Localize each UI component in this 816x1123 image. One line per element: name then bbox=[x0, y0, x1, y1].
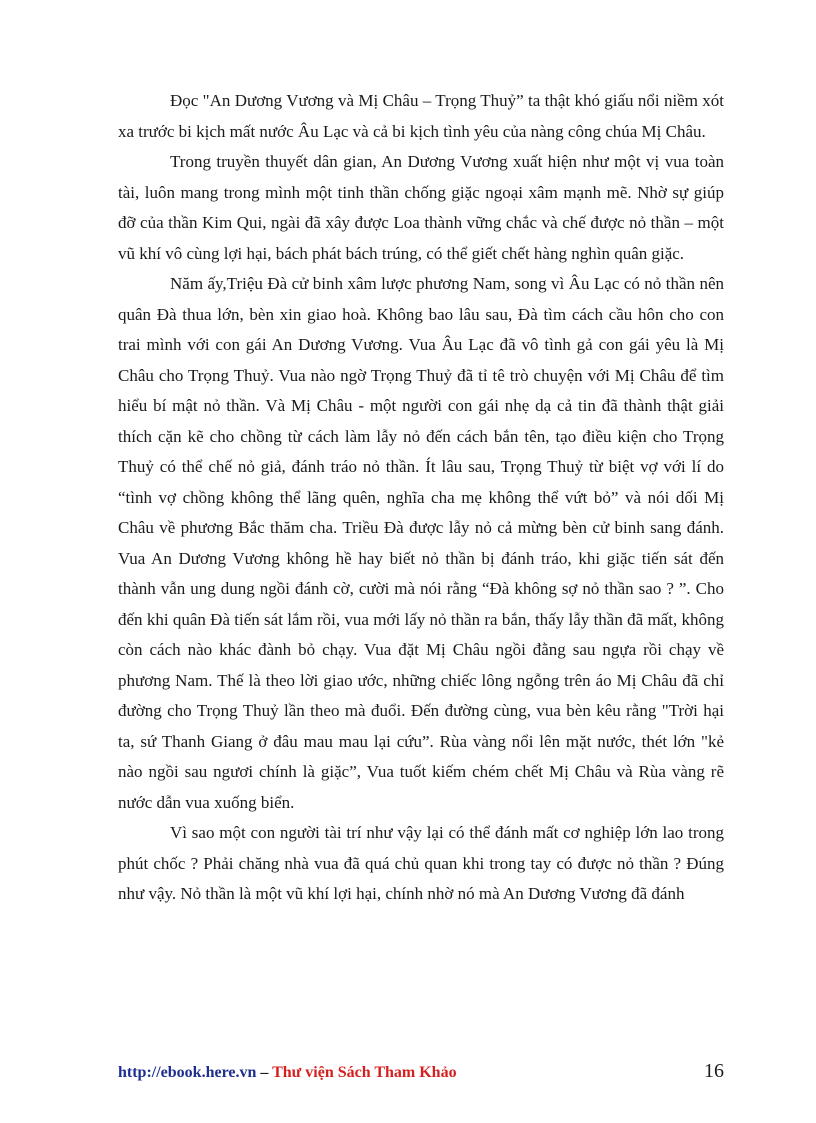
paragraph-1: Đọc "An Dương Vương và Mị Châu – Trọng Thuỷ” ta thật khó giấu nổi niềm xót xa trước bi kịch mất nước Âu Lạc và cả bi kịch tình yêu của nàng công chúa Mị Châu. bbox=[118, 91, 724, 141]
footer-source bbox=[118, 1064, 457, 1082]
footer-url-link[interactable]: http://ebook.here.vn bbox=[118, 1064, 257, 1081]
paragraph-4: Vì sao một con người tài trí như vậy lại có thể đánh mất cơ nghiệp lớn lao trong phút chốc ? Phải chăng nhà vua đã quá chủ quan khi trong tay có được nỏ thần ? Đúng như vậy. Nỏ thần là một vũ khí lợi hại, chính nhờ nó mà An Dương Vương đã đánh bbox=[118, 823, 724, 903]
paragraph-3: Năm ấy,Triệu Đà cử binh xâm lược phương Nam, song vì Âu Lạc có nỏ thần nên quân Đà thua lớn, bèn xin giao hoà. Không bao lâu sau, Đà tìm cách cầu hôn cho con trai mình với con gái An Dương Vương. Vua Âu Lạc đã vô tình gả con gái yêu là Mị Châu cho Trọng Thuỷ. Vua nào ngờ Trọng Thuỷ đã tỉ tê trò chuyện với Mị Châu để tìm hiểu bí mật nỏ thần. Và Mị Châu - một người con gái nhẹ dạ cả tin đã thành thật giải thích cặn kẽ cho chồng từ cách làm lẫy nỏ đến cách bắn tên, tạo điều kiện cho Trọng Thuỷ có thể chế nỏ giả, đánh tráo nỏ thần. Ít lâu sau, Trọng Thuỷ từ biệt vợ với lí do “tình vợ chồng không thể lãng quên, nghĩa cha mẹ không thể vứt bỏ” và nói dối Mị Châu về phương Bắc thăm cha. Triều Đà được lẫy nỏ cả mừng bèn cử binh sang đánh. Vua An Dương Vương không hề hay biết nỏ thần bị đánh tráo, khi giặc tiến sát đến thành vẫn ung dung ngồi đánh cờ, cười mà nói rằng “Đà không sợ nỏ thần sao ? ”. Cho đến khi quân Đà tiến sát lắm rồi, vua mới lấy nỏ thần ra bắn, thấy lẫy thần đã mất, không còn cách nào khác đành bỏ chạy. Vua đặt Mị Châu ngồi đằng sau ngựa rồi chạy về phương Nam. Thế là theo lời giao ước, những chiếc lông ngỗng trên áo Mị Châu đã chỉ đường cho Trọng Thuỷ lần theo mà đuổi. Đến đường cùng, vua bèn kêu rằng "Trời hại ta, sứ Thanh Giang ở đâu mau mau lại cứu”. Rùa vàng nổi lên mặt nước, thét lớn "kẻ nào ngồi sau ngươi chính là giặc”, Vua tuốt kiếm chém chết Mị Châu và Rùa vàng rẽ nước dẫn vua xuống biển. bbox=[118, 274, 724, 812]
footer-library-title: Thư viện Sách Tham Khảo bbox=[272, 1064, 457, 1081]
document-body bbox=[118, 86, 724, 910]
paragraph-2: Trong truyền thuyết dân gian, An Dương Vương xuất hiện như một vị vua toàn tài, luôn mang trong mình một tinh thần chống giặc ngoại xâm mạnh mẽ. Nhờ sự giúp đỡ của thần Kim Qui, ngài đã xây được Loa thành vững chắc và chế được nỏ thần – một vũ khí vô cùng lợi hại, bách phát bách trúng, có thể giết chết hàng nghìn quân giặc. bbox=[118, 152, 724, 263]
footer-separator: – bbox=[256, 1064, 273, 1081]
page-number: 16 bbox=[704, 1060, 724, 1082]
page-footer bbox=[118, 1060, 724, 1092]
